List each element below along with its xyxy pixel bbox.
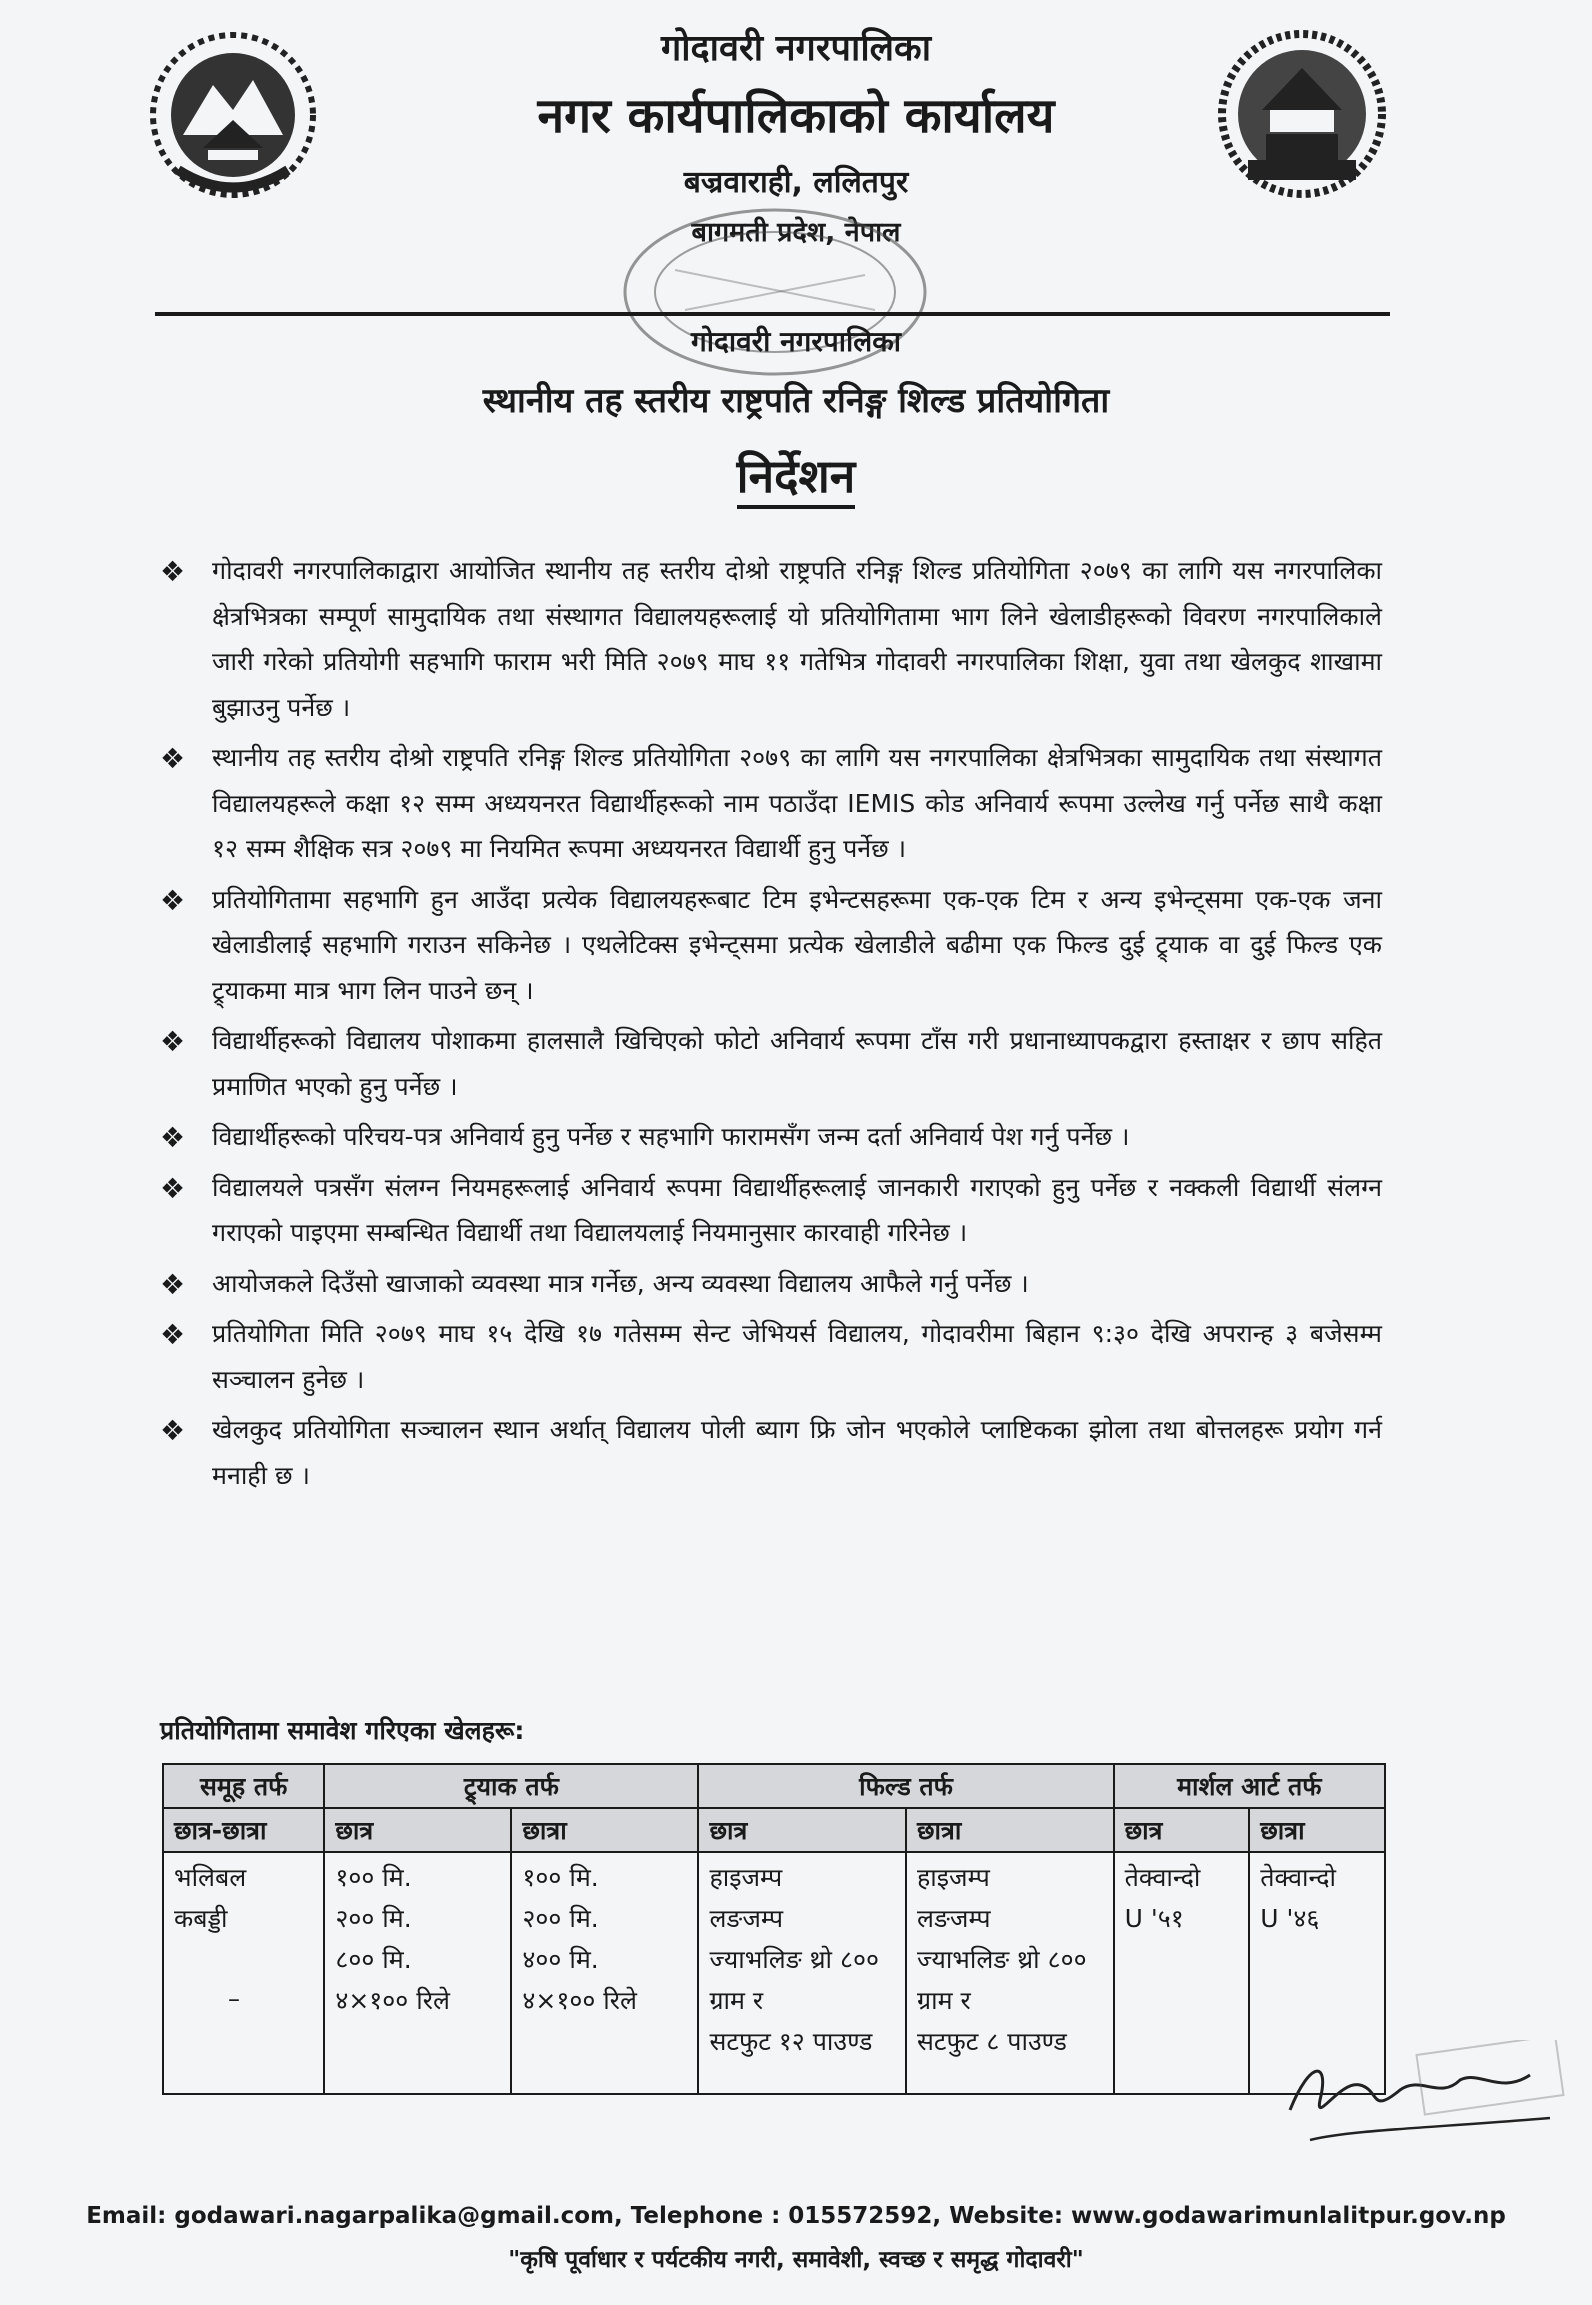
- footer-contact: Email: godawari.nagarpalika@gmail.com, Telephone : 015572592, Website: www.godawarimunlalitpur.gov.np: [86, 2203, 1506, 2229]
- instruction-item: ❖ आयोजकले दिउँसो खाजाको व्यवस्था मात्र गर्नेछ, अन्य व्यवस्था विद्यालय आफैले गर्नु पर्नेछ ।: [160, 1261, 1382, 1307]
- instruction-item: ❖ गोदावरी नगरपालिकाद्वारा आयोजित स्थानीय तह स्तरीय दोश्रो राष्ट्रपति रनिङ्ग शिल्ड प्रतियोगिता २०७९ का लागि यस नगरपालिका क्षेत्रभित्रका सम्पूर्ण सामुदायिक तथा संस्थागत विद्यालयहरूलाई यो प्रतियोगितामा भाग लिने खेलाडीहरूको विवरण नगरपालिकाले जारी गरेको प्रतियोगी सहभागि फाराम भरी मिति २०७९ माघ ११ गतेभित्र गोदावरी नगरपालिका शिक्षा, युवा तथा खेलकुद शाखामा बुझाउनु पर्नेछ ।: [160, 548, 1382, 730]
- instruction-item: ❖ खेलकुद प्रतियोगिता सञ्चालन स्थान अर्थात् विद्यालय पोली ब्याग फ्रि जोन भएकोले प्लाष्टिकका झोला तथा बोत्तलहरू प्रयोग गर्न मनाही छ ।: [160, 1407, 1382, 1498]
- header-divider: [155, 312, 1390, 316]
- martial-girls-header: छात्रा: [1249, 1808, 1385, 1852]
- table-sub-header-row: [163, 1808, 1385, 1852]
- municipality-name: गोदावरी नगरपालिका: [660, 28, 932, 69]
- track-header: ट्र्याक तर्फ: [324, 1764, 698, 1808]
- table-group-header-row: [163, 1764, 1385, 1808]
- field-girls-header: छात्रा: [906, 1808, 1114, 1852]
- martial-boys-cell: तेक्वान्दो U '५१: [1114, 1852, 1250, 2094]
- events-section-title: प्रतियोगितामा समावेश गरिएका खेलहरू:: [160, 1716, 525, 1745]
- office-location: बज्रवाराही, ललितपुर: [683, 165, 909, 200]
- bullet-icon: ❖: [160, 1267, 186, 1301]
- group-cell: भलिबल कबड्डी: [163, 1852, 324, 2094]
- instruction-list: [160, 548, 1382, 1503]
- bullet-icon: ❖: [160, 1171, 186, 1205]
- table-row: [163, 1852, 1385, 2094]
- track-boys-cell: १०० मि. २०० मि. ८०० मि. ४×१०० रिले: [324, 1852, 511, 2094]
- document-title-text: निर्देशन: [737, 449, 856, 509]
- field-boys-cell: हाइजम्प लङजम्प ज्याभलिङ थ्रो ८०० ग्राम र सटफुट १२ पाउण्ड: [698, 1852, 906, 2094]
- track-boys-header: छात्र: [324, 1808, 511, 1852]
- instruction-item: ❖ विद्यार्थीहरूको विद्यालय पोशाकमा हालसालै खिचिएको फोटो अनिवार्य रूपमा टाँस गरी प्रधानाध्यापकद्वारा हस्ताक्षर र छाप सहित प्रमाणित भएको हुनु पर्नेछ ।: [160, 1018, 1382, 1109]
- track-girls-cell: १०० मि. २०० मि. ४०० मि. ४×१०० रिले: [511, 1852, 698, 2094]
- field-girls-cell: हाइजम्प लङजम्प ज्याभलिङ थ्रो ८०० ग्राम र सटफुट ८ पाउण्ड: [906, 1852, 1114, 2094]
- field-header: फिल्ड तर्फ: [698, 1764, 1113, 1808]
- bullet-icon: ❖: [160, 1414, 186, 1447]
- group-header: समूह तर्फ: [163, 1764, 324, 1808]
- bullet-icon: ❖: [160, 1121, 186, 1154]
- office-province: बागमती प्रदेश, नेपाल: [691, 217, 901, 248]
- instruction-item: ❖ विद्यार्थीहरूको परिचय-पत्र अनिवार्य हुनु पर्नेछ र सहभागि फारामसँग जन्म दर्ता अनिवार्य पेश गर्नु पर्नेछ ।: [160, 1114, 1382, 1160]
- events-table: [162, 1763, 1386, 2095]
- table-dash-mark: –: [228, 1985, 240, 2013]
- bullet-icon: ❖: [160, 742, 186, 775]
- bullet-icon: ❖: [160, 883, 186, 917]
- field-boys-header: छात्र: [698, 1808, 906, 1852]
- bullet-icon: ❖: [160, 555, 186, 588]
- sub-organization: गोदावरी नगरपालिका: [690, 325, 902, 358]
- martial-header: मार्शल आर्ट तर्फ: [1114, 1764, 1385, 1808]
- bullet-icon: ❖: [160, 1318, 186, 1351]
- group-sub-header: छात्र-छात्रा: [163, 1808, 324, 1852]
- instruction-item: ❖ प्रतियोगितामा सहभागि हुन आउँदा प्रत्येक विद्यालयहरूबाट टिम इभेन्टसहरूमा एक-एक टिम र अन्य इभेन्ट्समा एक-एक जना खेलाडीलाई सहभागि गराउन सकिनेछ । एथलेटिक्स इभेन्ट्समा प्रत्येक खेलाडीले बढीमा एक फिल्ड दुई ट्र्याक वा दुई फिल्ड एक ट्र्याकमा मात्र भाग लिन पाउने छन् ।: [160, 877, 1382, 1014]
- bullet-icon: ❖: [160, 1025, 186, 1058]
- martial-boys-header: छात्र: [1114, 1808, 1250, 1852]
- instruction-item: ❖ प्रतियोगिता मिति २०७९ माघ १५ देखि १७ गतेसम्म सेन्ट जेभियर्स विद्यालय, गोदावरीमा बिहान ९:३० देखि अपरान्ह ३ बजेसम्म सञ्चालन हुनेछ ।: [160, 1311, 1382, 1402]
- office-name: नगर कार्यपालिकाको कार्यालय: [537, 88, 1055, 144]
- footer-slogan: "कृषि पूर्वाधार र पर्यटकीय नगरी, समावेशी, स्वच्छ र समृद्ध गोदावरी": [508, 2247, 1084, 2273]
- event-title: स्थानीय तह स्तरीय राष्ट्रपति रनिङ्ग शिल्ड प्रतियोगिता: [482, 381, 1110, 421]
- martial-girls-cell: तेक्वान्दो U '४६: [1249, 1852, 1385, 2094]
- instruction-item: ❖ विद्यालयले पत्रसँग संलग्न नियमहरूलाई अनिवार्य रूपमा विद्यार्थीहरूलाई जानकारी गराएको हुनु पर्नेछ र नक्कली विद्यार्थी संलग्न गराएको पाइएमा सम्बन्धित विद्यार्थी तथा विद्यालयलाई नियमानुसार कारवाही गरिनेछ ।: [160, 1165, 1382, 1256]
- handwritten-signature: [1270, 2040, 1570, 2160]
- document-title: [0, 444, 1592, 506]
- track-girls-header: छात्रा: [511, 1808, 698, 1852]
- instruction-item: ❖ स्थानीय तह स्तरीय दोश्रो राष्ट्रपति रनिङ्ग शिल्ड प्रतियोगिता २०७९ का लागि यस नगरपालिका क्षेत्रभित्रका सामुदायिक तथा संस्थागत विद्यालयहरूले कक्षा १२ सम्म अध्ययनरत विद्यार्थीहरूको नाम पठाउँदा IEMIS कोड अनिवार्य रूपमा उल्लेख गर्नु पर्नेछ साथै कक्षा १२ सम्म शैक्षिक सत्र २०७९ मा नियमित रूपमा अध्ययनरत विद्यार्थी हुनु पर्नेछ ।: [160, 735, 1382, 872]
